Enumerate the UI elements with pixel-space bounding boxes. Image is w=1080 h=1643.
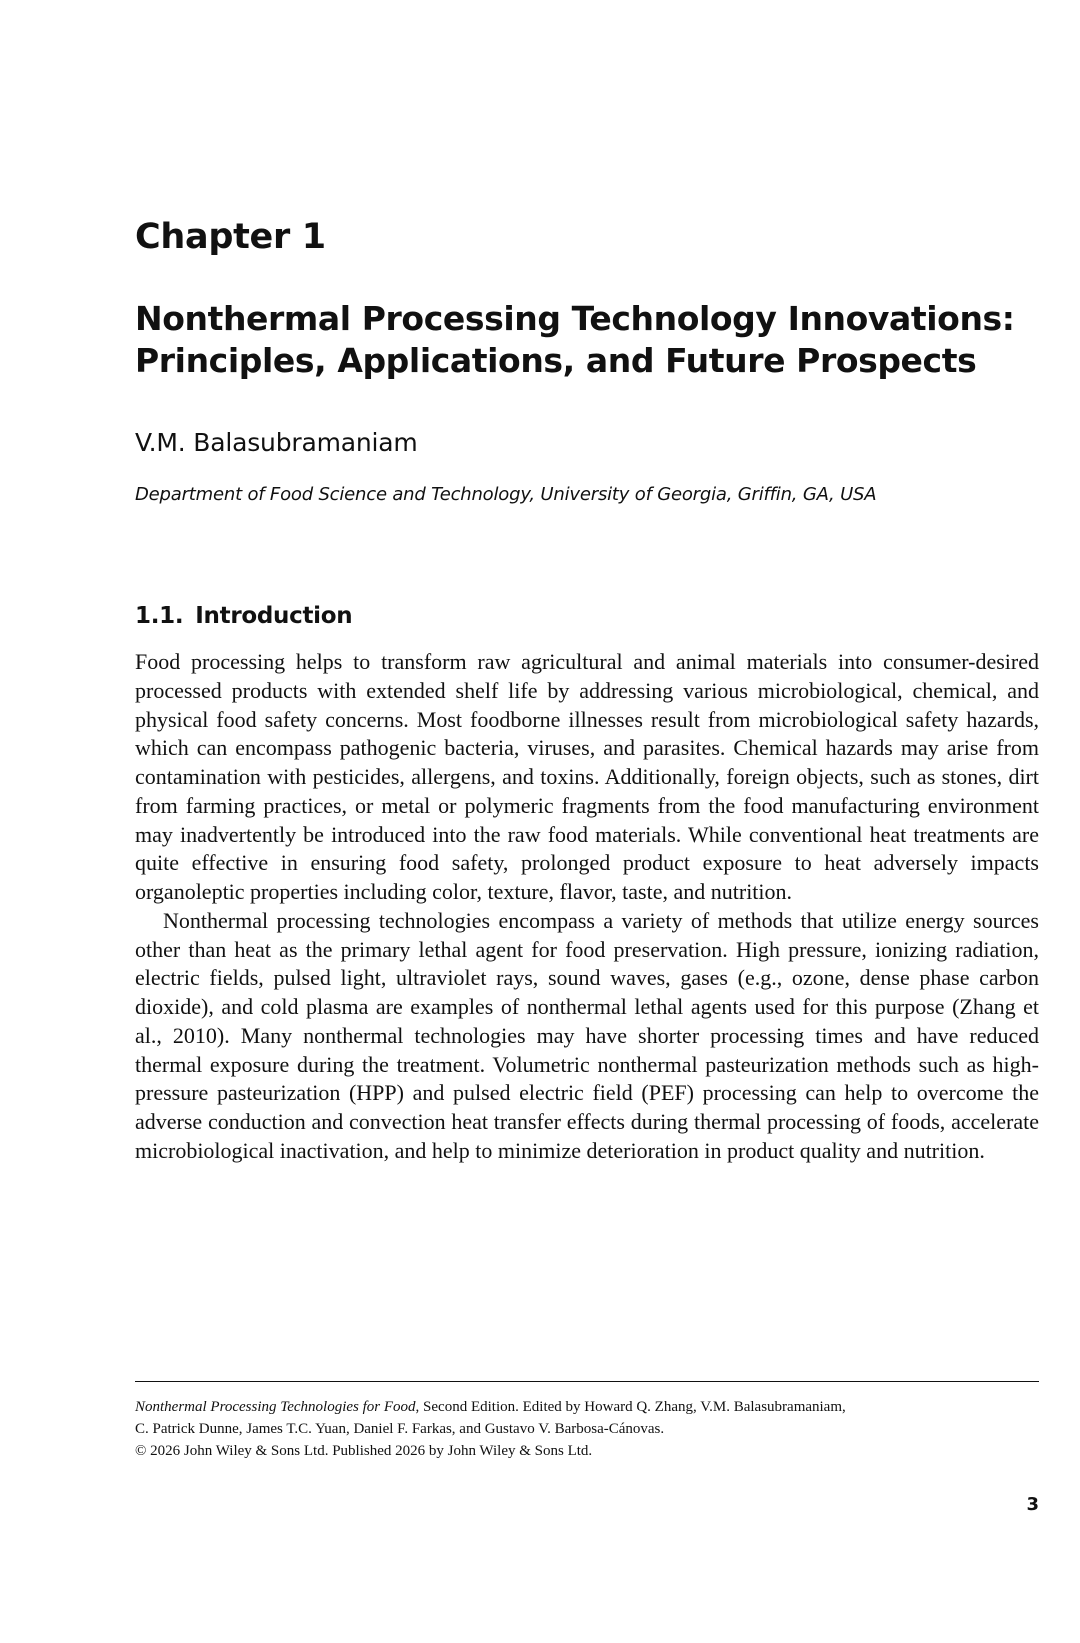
edition-editors: , Second Edition. Edited by Howard Q. Zhang, V.M. Balasubramaniam, bbox=[415, 1399, 846, 1415]
author-affiliation: Department of Food Science and Technology, University of Georgia, Griffin, GA, USA bbox=[135, 484, 877, 505]
copyright-line-3: © 2026 John Wiley & Sons Ltd. Published 2026 by John Wiley & Sons Ltd. bbox=[135, 1443, 593, 1459]
section-number: 1.1. bbox=[135, 603, 184, 629]
section-title: Introduction bbox=[195, 603, 353, 629]
book-title: Nonthermal Processing Technologies for Food bbox=[135, 1399, 416, 1415]
author-name: V.M. Balasubramaniam bbox=[135, 428, 418, 457]
paragraph-2: Nonthermal processing technologies encompass a variety of methods that utilize energy sources other than heat as the primary lethal agent for food preservation. High pressure, ionizing radiation, electric fields, pulsed light, ultraviolet rays, sound waves, gases (e.g., ozone, dense phase carbon dioxide), and cold plasma are examples of nonthermal lethal agents used for this purpose (Zhang et al., 2010). Many nonthermal technologies may have shorter processing times and have reduced thermal exposure during the treatment. Volumetric nonthermal pasteurization methods such as high-pressure pasteurization (HPP) and pulsed electric field (PEF) processing can help to overcome the adverse conduction and convection heat transfer effects during thermal processing of foods, accelerate microbiological inactivation, and help to minimize deterioration in product quality and nutrition. bbox=[135, 907, 1039, 1163]
footnote-divider bbox=[135, 1381, 1039, 1382]
chapter-title-line-2: Principles, Applications, and Future Prospects bbox=[135, 341, 977, 380]
paragraph-1: Food processing helps to transform raw agricultural and animal materials into consumer-desired processed products with extended shelf life by addressing various microbiological, chemical, and physical food safety concerns. Most foodborne illnesses result from microbiological safety hazards, which can encompass pathogenic bacteria, viruses, and parasites. Chemical hazards may arise from contamination with pesticides, allergens, and toxins. Additionally, foreign objects, such as stones, dirt from farming practices, or metal or polymeric fragments from the food manufacturing environment may inadvertently be introduced into the raw food materials. While conventional heat treatments are quite effective in ensuring food safety, prolonged product exposure to heat adversely impacts organoleptic properties including color, texture, flavor, taste, and nutrition. bbox=[135, 649, 1039, 904]
copyright-line-2: C. Patrick Dunne, James T.C. Yuan, Daniel F. Farkas, and Gustavo V. Barbosa-Cánovas. bbox=[135, 1421, 665, 1437]
copyright-notice bbox=[135, 1396, 1039, 1462]
page-number: 3 bbox=[1026, 1494, 1039, 1515]
chapter-title bbox=[135, 298, 1035, 382]
body-text bbox=[135, 648, 1039, 1166]
chapter-label: Chapter 1 bbox=[135, 217, 326, 257]
copyright-line-1 bbox=[135, 1396, 1039, 1418]
section-heading bbox=[135, 603, 352, 629]
chapter-title-line-1: Nonthermal Processing Technology Innovations: bbox=[135, 299, 1015, 338]
